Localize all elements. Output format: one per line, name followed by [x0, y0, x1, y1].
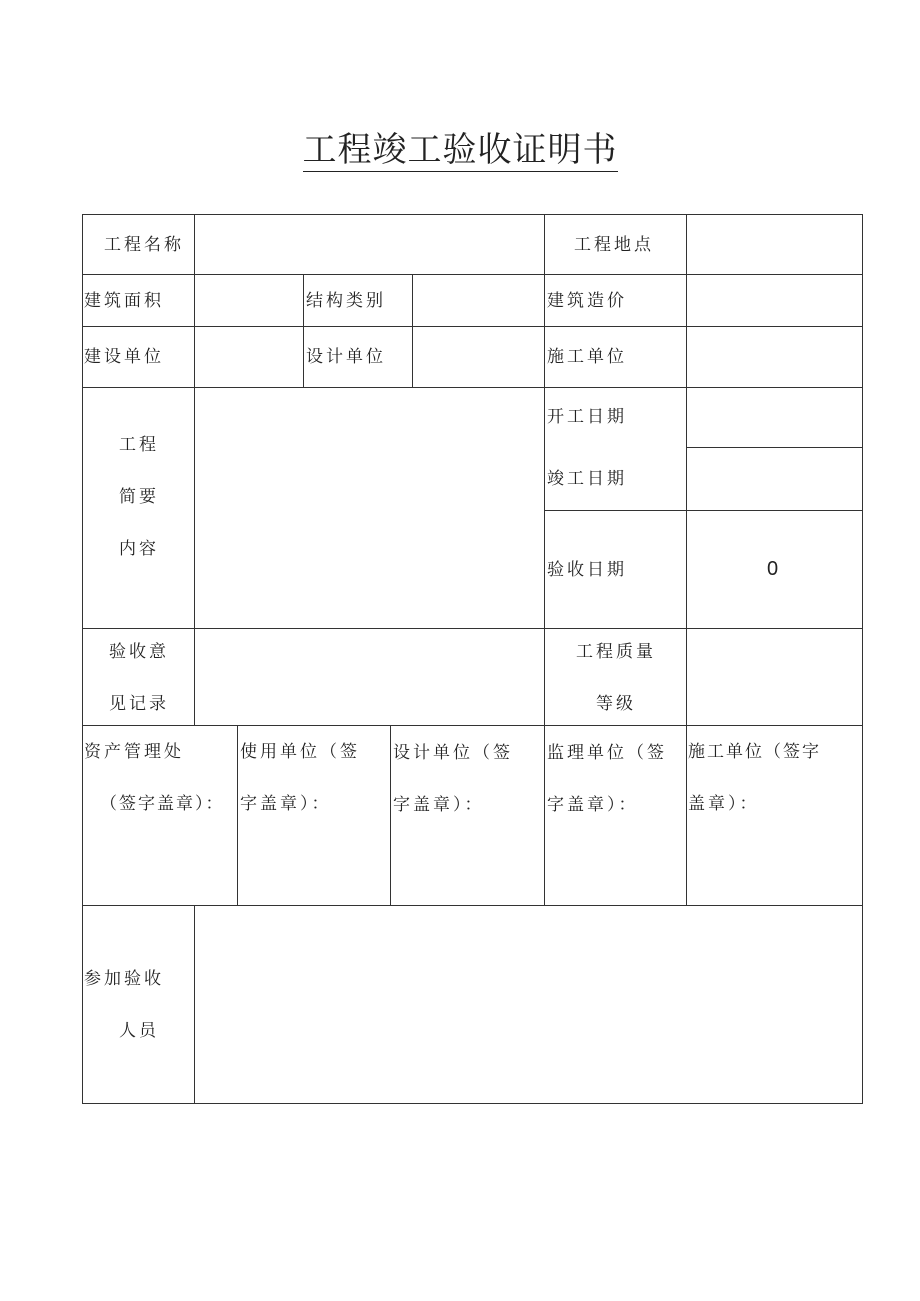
building-area-label: 建筑面积: [84, 291, 164, 311]
structure-type-field[interactable]: [413, 275, 544, 326]
quality-label-line: 等级: [596, 694, 636, 714]
signature-design-unit: 设计单位（签: [393, 743, 513, 763]
col-line: [544, 214, 545, 905]
col-line: [390, 725, 391, 905]
completion-date-label: 竣工日期: [547, 469, 627, 489]
quality-label: [556, 641, 676, 745]
opinion-label-line: 验收意: [109, 642, 169, 662]
signature-supervision-unit-note: 字盖章）：: [547, 795, 639, 815]
start-date-label: 开工日期: [547, 407, 627, 427]
row-line: [544, 510, 863, 511]
quality-field[interactable]: [687, 629, 862, 725]
quality-label-line: 工程质量: [576, 642, 656, 662]
col-line: [82, 214, 83, 1104]
signature-asset-office: 资产管理处: [84, 742, 184, 762]
project-name-field[interactable]: [195, 215, 544, 274]
contractor-unit-label: 施工单位: [547, 347, 627, 367]
row-line: [82, 725, 863, 726]
acceptance-date-value[interactable]: 0: [767, 558, 779, 580]
structure-type-label: 结构类别: [306, 291, 386, 311]
project-name-label: 工程名称: [104, 235, 184, 255]
signature-supervision-unit: 监理单位（签: [547, 743, 667, 763]
completion-date-field[interactable]: [687, 448, 862, 510]
building-cost-label: 建筑造价: [547, 291, 627, 311]
row-line: [82, 1103, 863, 1104]
summary-label: [95, 434, 183, 590]
building-area-field[interactable]: [195, 275, 303, 326]
summary-label-line: 内容: [119, 539, 159, 559]
participants-label-line2: 人员: [119, 1021, 159, 1041]
construction-unit-label: 建设单位: [84, 347, 164, 367]
signature-user-unit-note: 字盖章）：: [240, 794, 332, 814]
title-text: 工程竣工验收证明书: [302, 130, 618, 170]
building-cost-field[interactable]: [687, 275, 862, 326]
opinion-field[interactable]: [195, 629, 544, 725]
signature-contractor-unit-note: 盖章）：: [688, 794, 760, 814]
signature-user-unit: 使用单位（签: [240, 742, 360, 762]
col-line: [303, 274, 304, 387]
contractor-unit-field[interactable]: [687, 327, 862, 387]
acceptance-date-label: 验收日期: [547, 560, 627, 580]
start-date-field[interactable]: [687, 388, 862, 447]
opinion-label: [95, 641, 183, 745]
signature-contractor-unit: 施工单位（签字: [688, 742, 821, 762]
project-location-label: 工程地点: [574, 235, 654, 255]
project-location-field[interactable]: [687, 215, 862, 274]
participants-label-line1: 参加验收: [84, 969, 164, 989]
summary-label-line: 工程: [119, 435, 159, 455]
signature-asset-office-note: （签字盖章）：: [100, 794, 225, 814]
col-line: [237, 725, 238, 905]
signature-design-unit-note: 字盖章）：: [393, 795, 485, 815]
construction-unit-field[interactable]: [195, 327, 303, 387]
summary-field[interactable]: [195, 388, 544, 628]
design-unit-label: 设计单位: [306, 347, 386, 367]
participants-field[interactable]: [195, 906, 862, 1103]
summary-label-line: 简要: [119, 487, 159, 507]
design-unit-field[interactable]: [413, 327, 544, 387]
col-line: [862, 214, 863, 1104]
opinion-label-line: 见记录: [109, 694, 169, 714]
